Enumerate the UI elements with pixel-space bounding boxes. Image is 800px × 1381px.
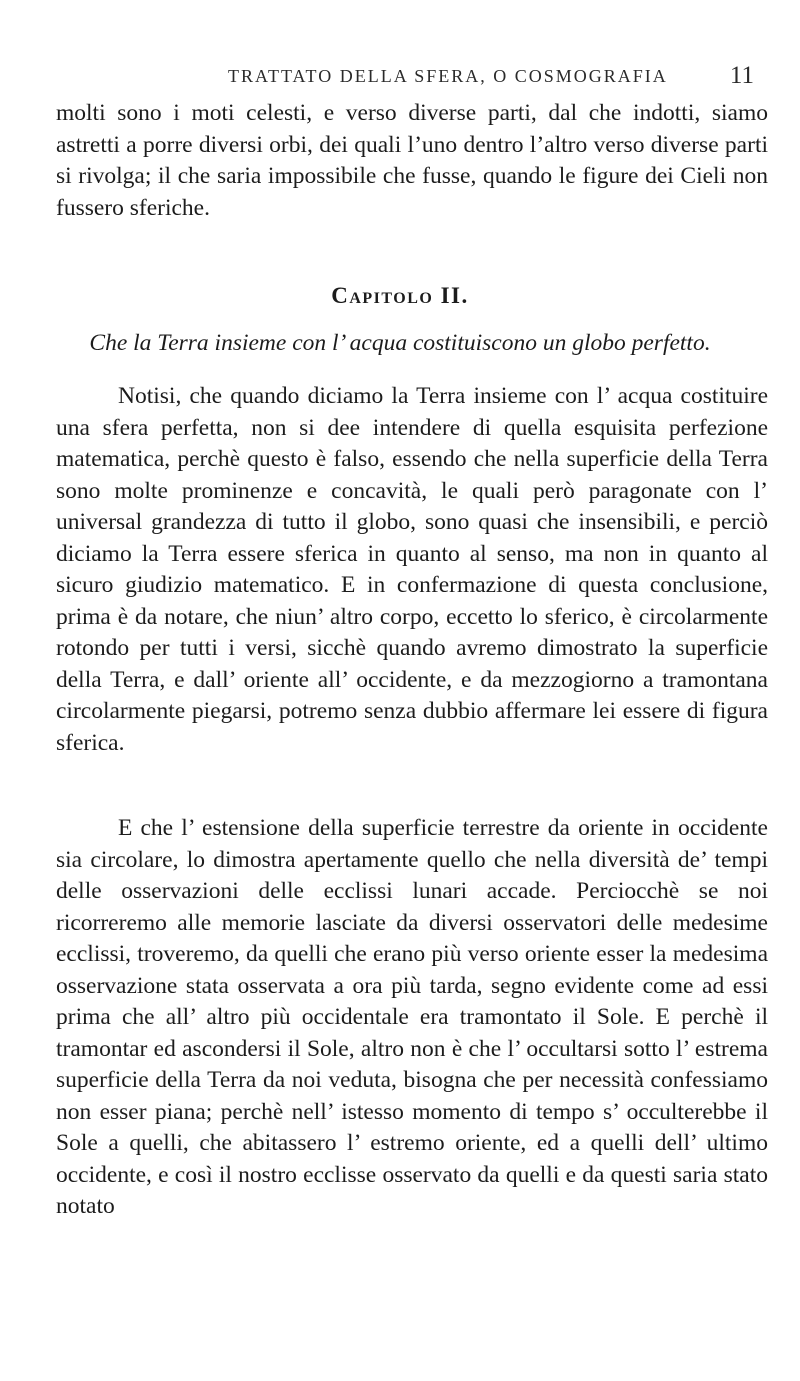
- opening-paragraph: molti sono i moti celesti, e verso diverse parti, dal che indotti, siamo astretti a porre diversi orbi, dei quali l’uno dentro l’altro verso diverse parti si rivolga; il che saria impossibile che fusse, quando le figure dei Cieli non fussero sferiche.: [56, 100, 768, 221]
- chapter-heading: Capitolo II.: [331, 283, 469, 308]
- body-paragraph: E che l’ estensione della superficie terrestre da oriente in occidente sia circolare, lo dimostra apertamente quello che nella diversità de’ tempi delle osservazioni delle ecclissi lunari accade. Perciocchè se noi ricorreremo alle memorie lasciate da diversi osservatori delle medesime ecclissi, troveremo, da quelli che erano più verso oriente esser la medesima osservazione stata osservata a ora più tarda, segno evidente come ad essi prima che all’ altro più occidentale era tramontato il Sole. E perchè il tramontar ed ascondersi il Sole, altro non è che l’ occultarsi sotto l’ estrema superficie della Terra da noi veduta, bisogna che per necessità confessiamo non esser piana; perchè nell’ istesso momento di tempo s’ occulterebbe il Sole a quelli, che abitassero l’ estremo oriente, ed a quelli dell’ ultimo occidente, e così il nostro ecclisse osservato da quelli e da questi saria stato notato: [56, 815, 768, 1219]
- running-head: [56, 62, 766, 92]
- chapter-subtitle: Che la Terra insieme con l’ acqua costituiscono un globo perfetto.: [89, 330, 711, 356]
- body-paragraph: Notisi, che quando diciamo la Terra insieme con l’ acqua costituire una sfera perfetta, non si dee intendere di quella esquisita perfezione matematica, perchè questo è falso, essendo che nella superficie della Terra sono molte prominenze e concavità, le quali però paragonate con l’ universal grandezza di tutto il globo, sono quasi che insensibili, e perciò diciamo la Terra essere sferica in quanto al senso, ma non in quanto al sicuro giudizio matematico. E in confermazione di questa conclusione, prima è da notare, che niun’ altro corpo, eccetto lo sferico, è circolarmente rotondo per tutti i versi, sicchè quando avremo dimostrato la superficie della Terra, e dall’ oriente all’ occidente, e da mezzogiorno a tramontana circolarmente piegarsi, potremo senza dubbio affermare lei essere di figura sferica.: [56, 383, 768, 756]
- page-number: 11: [729, 62, 754, 89]
- running-title: TRATTATO DELLA SFERA, O COSMOGRAFIA: [228, 66, 668, 86]
